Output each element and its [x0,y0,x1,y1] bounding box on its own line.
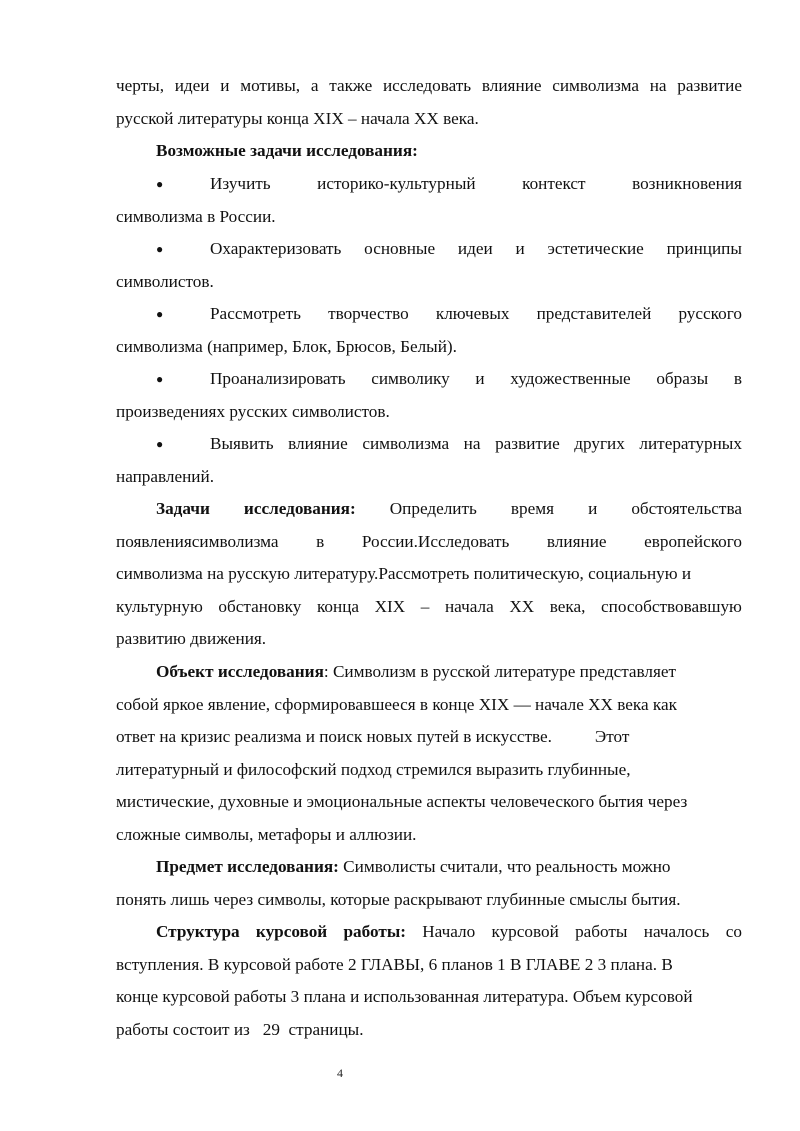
word: культурную [116,596,203,616]
word: Проанализировать [210,369,346,388]
object-line-4: литературный и философский подход стремился выразить глубинные, [116,759,631,779]
word: исследовать [382,76,472,95]
structure-line-4: работы состоит из 29 страницы. [116,1019,364,1039]
list-item-line-2: символизма (например, Блок, Брюсов, Белый). [116,336,457,356]
word: Охарактеризовать [210,239,342,258]
intro-paragraph [116,70,742,135]
list-item [116,233,742,298]
intro-line-1 [116,70,742,103]
list-item-line-2: символизма в России. [116,206,276,226]
list-item [116,428,742,493]
word: художественные [510,369,631,388]
word: возникновения [632,174,742,193]
word: образы [656,369,709,388]
word: курсовой [255,922,328,941]
object-line-2: собой яркое явление, сформировавшееся в конце XIX — начале XX века как [116,694,677,714]
word: века, [549,596,586,616]
word: и [588,499,598,518]
list-item-text [116,363,742,396]
tasks-paragraph [116,493,742,656]
word: конца [316,596,360,616]
word: развитие [677,76,742,95]
possible-tasks-heading: Возможные задачи исследования: [156,141,418,160]
object-line-5: мистические, духовные и эмоциональные аспекты человеческого бытия через [116,792,688,811]
list-item [116,363,742,428]
list-item-line-1 [116,298,742,331]
intro-line-2: русской литературы конца XIX – начала XX века. [116,108,479,128]
word: мотивы, [240,76,301,95]
word: влияние [288,434,348,453]
word: творчество [328,304,409,323]
structure-paragraph [116,916,742,1046]
tasks-line-1 [116,493,742,526]
word: на [649,76,667,95]
list-item-line-1 [116,233,742,266]
list-item-line-1 [116,363,742,396]
word: литературных [639,434,742,453]
object-line-6: сложные символы, метафоры и аллюзии. [116,824,417,844]
structure-line-2: вступления. В курсовой работе 2 ГЛАВЫ, 6 планов 1 В ГЛАВЕ 2 3 плана. В [116,954,673,974]
subject-line-2: понять лишь через символы, которые раскрывают глубинные смыслы бытия. [116,889,681,909]
word: в [316,531,325,551]
word: других [574,434,625,453]
word: и [515,239,525,258]
list-item [116,168,742,233]
word: развитие [495,434,560,453]
word: Начало [422,922,476,941]
word: символику [371,369,450,388]
word: символизма [362,434,450,453]
word: работы: [343,922,406,941]
list-item-text [116,298,742,331]
list-item-text [116,428,742,461]
subject-paragraph [116,851,742,916]
word: влияние [481,76,542,95]
object-label: Объект исследования [156,662,324,681]
word: Изучить [210,174,271,193]
object-paragraph [116,656,742,851]
bullet-icon: ● [156,372,164,386]
word: ключевых [435,304,510,323]
word: исследования: [243,499,356,518]
word: представителей [536,304,652,323]
word: влияние [546,531,607,551]
word: XX [509,596,535,616]
word: основные [364,239,436,258]
list-item-line-2: произведениях русских символистов. [116,401,390,421]
word: на [463,434,481,453]
word: XIX [374,596,406,616]
word: работы [575,922,628,941]
list-item-line-2: направлений. [116,466,215,486]
word: идеи [457,239,493,258]
word: со [725,922,742,941]
word: обстановку [218,596,302,616]
word: Определить [389,499,477,518]
word: обстоятельства [631,499,742,518]
structure-line-1 [116,916,742,949]
tasks-line-2 [116,526,742,559]
word: а [310,76,319,95]
bullet-icon: ● [156,242,164,256]
tasks-line-4 [116,591,742,624]
list-item-line-2: символистов. [116,271,214,291]
word: эстетические [547,239,644,258]
word: начала [444,596,494,616]
word: Выявить [210,434,274,453]
word: – [420,596,430,616]
word: началось [643,922,710,941]
word: и [220,76,230,95]
list-item-text [116,168,742,201]
word: контекст [522,174,586,193]
object-line-3: ответ на кризис реализма и поиск новых путей в искусстве. Этот [116,727,630,746]
tasks-line-5: развитию движения. [116,629,267,648]
word: России.Исследовать [361,531,510,551]
page-number: 4 [337,1066,343,1080]
word: историко-культурный [317,174,476,193]
bullet-icon: ● [156,307,164,321]
word: и [475,369,485,388]
possible-tasks-section [116,135,742,168]
word: черты, [116,76,164,95]
word: Структура [156,922,240,941]
word: Задачи [156,499,210,518]
possible-tasks-list [116,168,742,493]
tasks-line-3: символизма на русскую литературу.Рассмотреть политическую, социальную и [116,564,692,583]
subject-label: Предмет исследования: [156,857,339,876]
word: европейского [644,531,742,551]
word: Рассмотреть [210,304,301,323]
word: символизма [552,76,639,95]
list-item-line-1 [116,428,742,461]
list-item [116,298,742,363]
bullet-icon: ● [156,437,164,451]
object-line-1: Объект исследования: Символизм в русской литературе представляет [156,662,677,681]
word: время [510,499,555,518]
structure-line-3: конце курсовой работы 3 плана и использованная литература. Объем курсовой [116,987,693,1006]
word: способствовавшую [601,596,742,616]
word: идеи [174,76,210,95]
word: русского [678,304,742,323]
list-item-text [116,233,742,266]
word: в [733,369,742,388]
subject-line-1: Предмет исследования: Символисты считали, что реальность можно [156,857,671,876]
word: курсовой [491,922,559,941]
list-item-line-1 [116,168,742,201]
word: принципы [666,239,742,258]
word: появлениясимволизма [116,531,279,551]
bullet-icon: ● [156,177,164,191]
word: также [329,76,373,95]
